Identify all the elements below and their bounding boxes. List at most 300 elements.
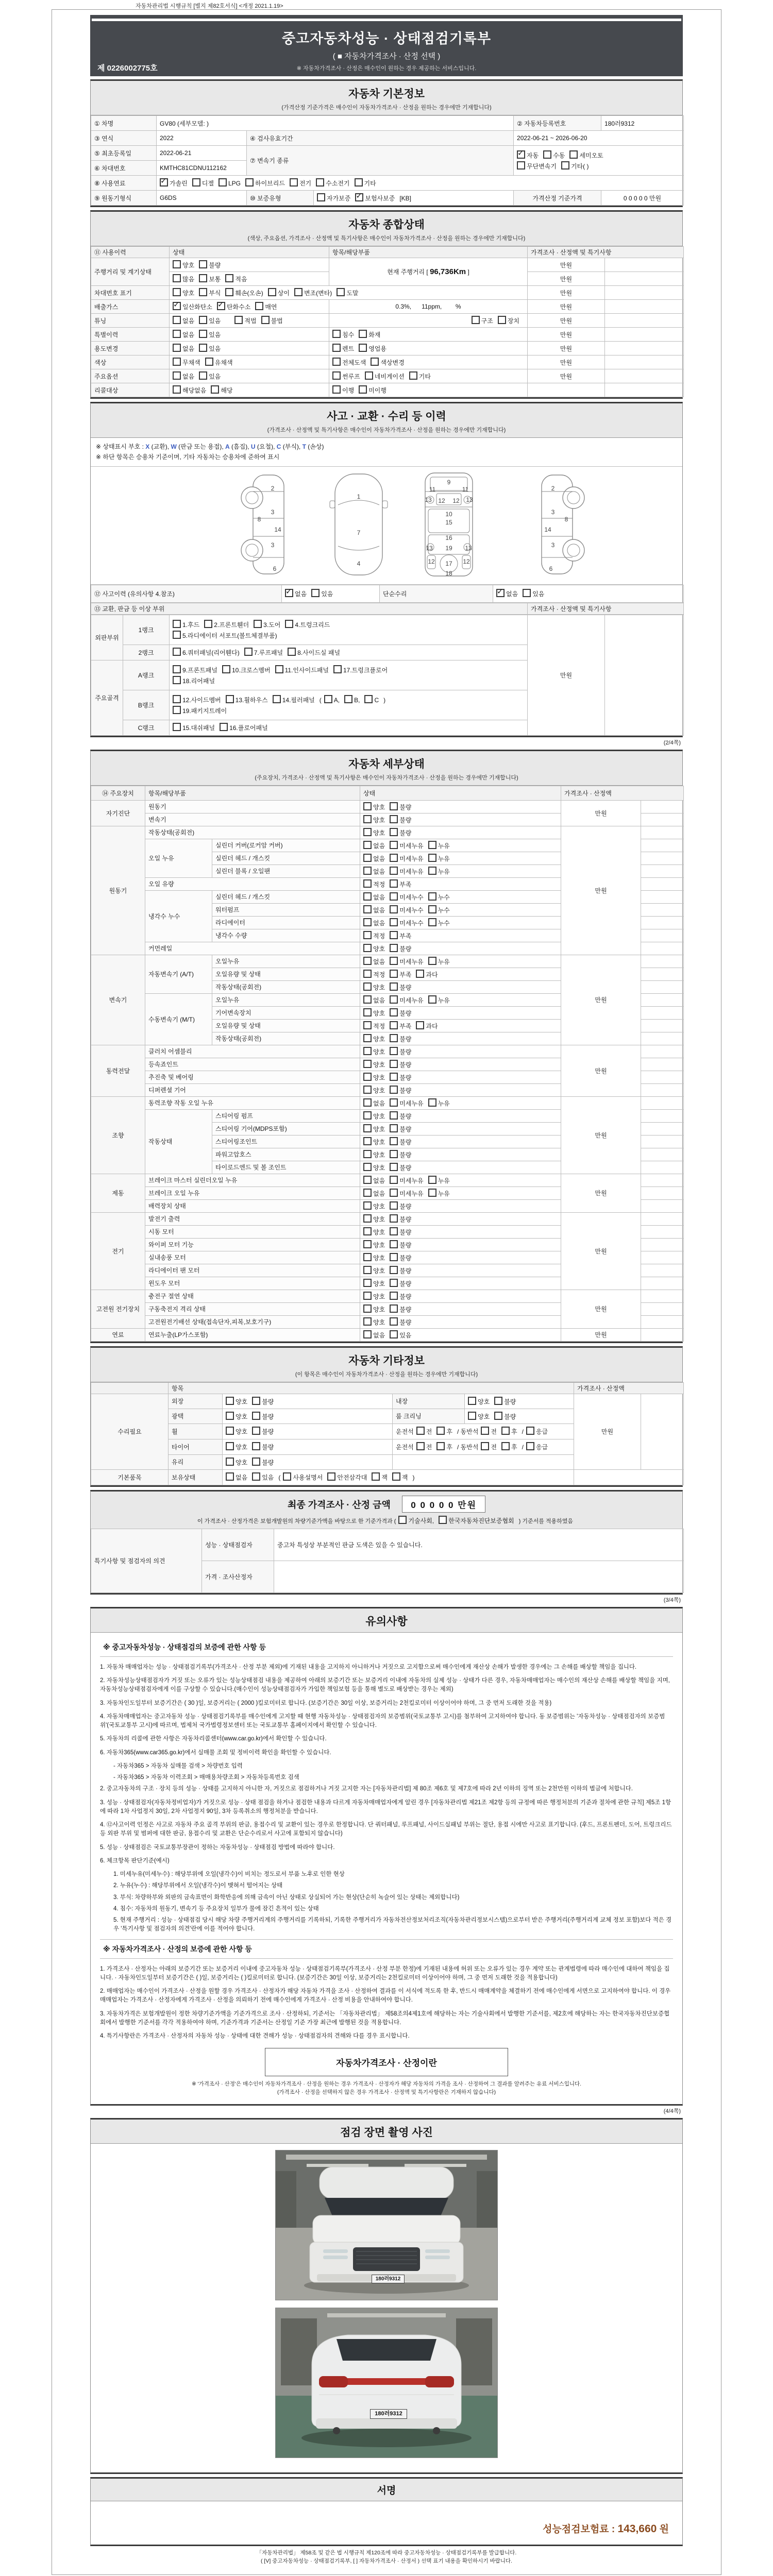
checkbox-icon[interactable] — [173, 631, 181, 639]
checkbox-icon[interactable] — [173, 665, 181, 673]
checkbox-icon[interactable] — [428, 892, 436, 901]
checkbox-option[interactable] — [494, 1412, 516, 1421]
checkbox-option[interactable] — [363, 1227, 385, 1236]
checkbox-icon[interactable] — [523, 589, 531, 597]
checkbox-icon[interactable] — [355, 178, 363, 187]
checkbox-icon[interactable] — [363, 815, 372, 823]
checkbox-option[interactable] — [428, 854, 450, 863]
checkbox-icon[interactable] — [217, 302, 225, 310]
checkbox-option[interactable] — [390, 867, 423, 876]
checkbox-option[interactable] — [173, 316, 194, 325]
checkbox-option[interactable] — [390, 1034, 411, 1043]
checkbox-icon[interactable] — [333, 665, 342, 673]
checkbox-icon[interactable] — [199, 344, 207, 352]
checkbox-option[interactable] — [363, 879, 385, 889]
checkbox-icon[interactable] — [363, 1150, 372, 1158]
checkbox-option[interactable] — [199, 330, 221, 339]
checkbox-icon[interactable] — [390, 1111, 398, 1120]
checkbox-icon[interactable] — [359, 385, 367, 394]
checkbox-icon[interactable] — [416, 1442, 425, 1450]
checkbox-option[interactable] — [372, 1472, 388, 1482]
checkbox-icon[interactable] — [390, 1279, 398, 1287]
checkbox-option[interactable] — [526, 1442, 548, 1451]
checkbox-icon[interactable] — [173, 288, 181, 296]
checkbox-option[interactable] — [355, 178, 376, 188]
checkbox-option[interactable] — [428, 995, 450, 1005]
checkbox-icon[interactable] — [359, 330, 367, 338]
checkbox-option[interactable] — [390, 1086, 411, 1095]
checkbox-icon[interactable] — [275, 665, 283, 673]
checkbox-icon[interactable] — [290, 178, 298, 187]
checkbox-option[interactable] — [252, 1397, 274, 1406]
checkbox-option[interactable] — [363, 982, 385, 992]
checkbox-option[interactable] — [517, 150, 539, 160]
checkbox-icon[interactable] — [324, 695, 332, 703]
checkbox-option[interactable] — [288, 648, 340, 657]
checkbox-option[interactable] — [311, 589, 333, 598]
checkbox-option[interactable] — [390, 1137, 411, 1146]
checkbox-option[interactable] — [390, 931, 411, 940]
checkbox-option[interactable] — [390, 1214, 411, 1224]
checkbox-option[interactable] — [363, 1150, 385, 1159]
checkbox-option[interactable] — [390, 815, 411, 824]
checkbox-option[interactable] — [226, 1442, 247, 1451]
checkbox-option[interactable] — [344, 695, 360, 704]
checkbox-icon[interactable] — [332, 371, 341, 380]
checkbox-icon[interactable] — [363, 1279, 372, 1287]
checkbox-icon[interactable] — [390, 1060, 398, 1068]
checkbox-icon[interactable] — [468, 1412, 476, 1420]
checkbox-option[interactable] — [439, 1516, 514, 1525]
checkbox-icon[interactable] — [219, 178, 227, 187]
checkbox-icon[interactable] — [390, 1189, 398, 1197]
checkbox-option[interactable] — [205, 358, 233, 367]
checkbox-option[interactable] — [363, 1137, 385, 1146]
checkbox-icon[interactable] — [222, 665, 230, 673]
checkbox-icon[interactable] — [363, 957, 372, 965]
checkbox-icon[interactable] — [252, 1458, 260, 1466]
checkbox-icon[interactable] — [225, 288, 233, 296]
checkbox-option[interactable] — [390, 905, 423, 914]
checkbox-option[interactable] — [364, 695, 379, 704]
checkbox-option[interactable] — [173, 260, 194, 269]
checkbox-icon[interactable] — [390, 982, 398, 991]
checkbox-icon[interactable] — [252, 1472, 260, 1481]
checkbox-option[interactable] — [333, 665, 388, 674]
checkbox-option[interactable] — [363, 1073, 385, 1082]
checkbox-icon[interactable] — [173, 723, 181, 731]
checkbox-option[interactable] — [390, 854, 423, 863]
checkbox-option[interactable] — [569, 150, 603, 160]
checkbox-option[interactable] — [363, 957, 385, 966]
checkbox-icon[interactable] — [363, 1292, 372, 1300]
checkbox-option[interactable] — [472, 316, 493, 325]
checkbox-option[interactable] — [363, 1021, 385, 1030]
checkbox-option[interactable] — [526, 1427, 548, 1436]
checkbox-option[interactable] — [390, 1266, 411, 1275]
checkbox-option[interactable] — [390, 1292, 411, 1301]
checkbox-icon[interactable] — [363, 995, 372, 1004]
checkbox-icon[interactable] — [371, 358, 379, 366]
checkbox-icon[interactable] — [363, 982, 372, 991]
checkbox-icon[interactable] — [390, 1150, 398, 1158]
checkbox-icon[interactable] — [363, 802, 372, 810]
checkbox-icon[interactable] — [192, 178, 200, 187]
checkbox-icon[interactable] — [363, 1214, 372, 1223]
checkbox-icon[interactable] — [273, 695, 281, 703]
checkbox-icon[interactable] — [428, 1098, 436, 1107]
checkbox-icon[interactable] — [428, 841, 436, 849]
checkbox-option[interactable] — [543, 150, 565, 160]
checkbox-icon[interactable] — [226, 695, 234, 703]
checkbox-icon[interactable] — [390, 1304, 398, 1313]
checkbox-icon[interactable] — [390, 1330, 398, 1338]
checkbox-option[interactable] — [255, 302, 277, 311]
checkbox-icon[interactable] — [220, 723, 228, 731]
checkbox-icon[interactable] — [363, 1111, 372, 1120]
checkbox-option[interactable] — [173, 274, 194, 283]
checkbox-icon[interactable] — [436, 1442, 445, 1450]
checkbox-icon[interactable] — [428, 905, 436, 913]
checkbox-option[interactable] — [390, 1008, 411, 1018]
checkbox-icon[interactable] — [390, 1098, 398, 1107]
checkbox-option[interactable] — [199, 316, 221, 325]
checkbox-option[interactable] — [192, 178, 214, 188]
checkbox-option[interactable] — [359, 385, 386, 395]
checkbox-icon[interactable] — [199, 316, 207, 324]
checkbox-option[interactable] — [226, 1427, 247, 1436]
checkbox-option[interactable] — [199, 371, 221, 381]
checkbox-icon[interactable] — [409, 371, 417, 380]
checkbox-icon[interactable] — [428, 918, 436, 926]
checkbox-icon[interactable] — [428, 1189, 436, 1197]
checkbox-option[interactable] — [363, 1176, 385, 1185]
checkbox-option[interactable] — [428, 892, 450, 902]
checkbox-option[interactable] — [252, 1412, 274, 1421]
checkbox-icon[interactable] — [173, 706, 181, 714]
checkbox-icon[interactable] — [428, 957, 436, 965]
checkbox-icon[interactable] — [225, 274, 233, 282]
checkbox-option[interactable] — [316, 178, 349, 188]
checkbox-option[interactable] — [324, 695, 340, 704]
checkbox-icon[interactable] — [363, 841, 372, 849]
checkbox-option[interactable] — [211, 385, 232, 395]
checkbox-option[interactable] — [390, 1189, 423, 1198]
checkbox-icon[interactable] — [244, 648, 253, 656]
checkbox-option[interactable] — [219, 178, 241, 187]
checkbox-icon[interactable] — [173, 274, 181, 282]
checkbox-icon[interactable] — [363, 879, 372, 888]
checkbox-option[interactable] — [327, 1472, 367, 1482]
checkbox-option[interactable] — [390, 1163, 411, 1172]
checkbox-option[interactable] — [363, 1111, 385, 1121]
checkbox-option[interactable] — [252, 1442, 274, 1451]
checkbox-icon[interactable] — [173, 316, 181, 324]
checkbox-option[interactable] — [363, 1214, 385, 1224]
checkbox-option[interactable] — [217, 302, 250, 311]
checkbox-icon[interactable] — [428, 854, 436, 862]
checkbox-icon[interactable] — [416, 1427, 425, 1435]
checkbox-icon[interactable] — [363, 1317, 372, 1326]
checkbox-option[interactable] — [428, 841, 450, 850]
checkbox-icon[interactable] — [569, 150, 578, 159]
checkbox-option[interactable] — [390, 1124, 411, 1133]
checkbox-option[interactable] — [365, 371, 405, 381]
checkbox-option[interactable] — [390, 1304, 411, 1314]
checkbox-option[interactable] — [363, 970, 385, 979]
checkbox-icon[interactable] — [252, 1397, 260, 1405]
checkbox-option[interactable] — [363, 905, 385, 914]
checkbox-option[interactable] — [332, 330, 354, 339]
checkbox-option[interactable] — [416, 1427, 432, 1436]
checkbox-icon[interactable] — [398, 1516, 407, 1524]
checkbox-icon[interactable] — [204, 620, 212, 628]
checkbox-option[interactable] — [481, 1427, 497, 1436]
checkbox-icon[interactable] — [481, 1442, 489, 1450]
checkbox-icon[interactable] — [337, 288, 345, 296]
checkbox-option[interactable] — [173, 648, 240, 657]
checkbox-icon[interactable] — [494, 1397, 502, 1405]
checkbox-option[interactable] — [363, 931, 385, 940]
checkbox-icon[interactable] — [255, 302, 263, 310]
checkbox-icon[interactable] — [363, 905, 372, 913]
checkbox-option[interactable] — [390, 828, 411, 837]
checkbox-option[interactable] — [332, 385, 354, 395]
checkbox-icon[interactable] — [363, 1163, 372, 1171]
checkbox-option[interactable] — [390, 970, 411, 979]
checkbox-option[interactable] — [409, 371, 431, 381]
checkbox-option[interactable] — [225, 274, 247, 283]
checkbox-option[interactable] — [428, 957, 450, 966]
checkbox-icon[interactable] — [390, 1008, 398, 1016]
checkbox-icon[interactable] — [481, 1427, 489, 1435]
checkbox-icon[interactable] — [363, 1034, 372, 1042]
checkbox-icon[interactable] — [245, 178, 254, 187]
checkbox-icon[interactable] — [526, 1427, 534, 1435]
checkbox-option[interactable] — [390, 1150, 411, 1159]
checkbox-icon[interactable] — [288, 648, 296, 656]
checkbox-icon[interactable] — [428, 867, 436, 875]
checkbox-icon[interactable] — [390, 1047, 398, 1055]
checkbox-option[interactable] — [363, 815, 385, 824]
checkbox-icon[interactable] — [390, 1253, 398, 1261]
checkbox-icon[interactable] — [327, 1472, 335, 1481]
checkbox-icon[interactable] — [365, 371, 373, 380]
checkbox-icon[interactable] — [285, 620, 293, 628]
checkbox-option[interactable] — [173, 358, 200, 367]
checkbox-icon[interactable] — [390, 1073, 398, 1081]
checkbox-option[interactable] — [416, 1021, 438, 1030]
checkbox-icon[interactable] — [363, 1060, 372, 1068]
checkbox-icon[interactable] — [160, 178, 168, 187]
checkbox-icon[interactable] — [390, 1124, 398, 1132]
checkbox-option[interactable] — [428, 1176, 450, 1185]
checkbox-icon[interactable] — [494, 1412, 502, 1420]
checkbox-icon[interactable] — [199, 371, 207, 380]
checkbox-option[interactable] — [363, 1086, 385, 1095]
checkbox-option[interactable] — [390, 1253, 411, 1262]
checkbox-icon[interactable] — [173, 695, 181, 703]
checkbox-option[interactable] — [390, 957, 423, 966]
checkbox-icon[interactable] — [416, 1021, 424, 1029]
checkbox-option[interactable] — [363, 1330, 385, 1340]
checkbox-icon[interactable] — [543, 150, 551, 159]
checkbox-icon[interactable] — [517, 150, 525, 159]
checkbox-option[interactable] — [428, 918, 450, 927]
checkbox-icon[interactable] — [390, 828, 398, 836]
checkbox-icon[interactable] — [363, 867, 372, 875]
checkbox-option[interactable] — [225, 288, 263, 297]
checkbox-option[interactable] — [390, 1176, 423, 1185]
checkbox-icon[interactable] — [363, 1201, 372, 1210]
checkbox-icon[interactable] — [173, 676, 181, 684]
checkbox-option[interactable] — [390, 879, 411, 889]
checkbox-icon[interactable] — [390, 970, 398, 978]
checkbox-icon[interactable] — [363, 1304, 372, 1313]
checkbox-icon[interactable] — [268, 288, 276, 296]
checkbox-option[interactable] — [273, 695, 315, 704]
checkbox-option[interactable] — [173, 302, 212, 311]
checkbox-icon[interactable] — [252, 1442, 260, 1450]
checkbox-icon[interactable] — [390, 1240, 398, 1248]
checkbox-option[interactable] — [416, 970, 438, 979]
checkbox-icon[interactable] — [363, 944, 372, 952]
checkbox-icon[interactable] — [199, 288, 207, 296]
checkbox-icon[interactable] — [332, 358, 341, 366]
checkbox-icon[interactable] — [316, 178, 324, 187]
checkbox-icon[interactable] — [363, 1189, 372, 1197]
checkbox-icon[interactable] — [363, 828, 372, 836]
checkbox-icon[interactable] — [390, 1021, 398, 1029]
checkbox-icon[interactable] — [211, 385, 219, 394]
checkbox-icon[interactable] — [363, 1266, 372, 1274]
checkbox-icon[interactable] — [317, 193, 325, 201]
checkbox-option[interactable] — [220, 723, 268, 732]
checkbox-icon[interactable] — [363, 1008, 372, 1016]
checkbox-icon[interactable] — [390, 1201, 398, 1210]
checkbox-icon[interactable] — [468, 1397, 476, 1405]
checkbox-option[interactable] — [428, 867, 450, 876]
checkbox-option[interactable] — [501, 1427, 517, 1436]
checkbox-icon[interactable] — [261, 316, 270, 324]
checkbox-option[interactable] — [332, 358, 366, 367]
checkbox-icon[interactable] — [436, 1427, 445, 1435]
checkbox-option[interactable] — [363, 1034, 385, 1043]
checkbox-option[interactable] — [363, 1047, 385, 1056]
checkbox-icon[interactable] — [363, 1047, 372, 1055]
checkbox-option[interactable] — [363, 1008, 385, 1018]
checkbox-icon[interactable] — [390, 802, 398, 810]
checkbox-option[interactable] — [160, 178, 188, 188]
checkbox-option[interactable] — [363, 918, 385, 927]
checkbox-option[interactable] — [363, 1240, 385, 1249]
checkbox-icon[interactable] — [199, 330, 207, 338]
checkbox-icon[interactable] — [363, 918, 372, 926]
checkbox-option[interactable] — [199, 260, 221, 269]
checkbox-option[interactable] — [390, 1073, 411, 1082]
checkbox-option[interactable] — [173, 344, 194, 353]
checkbox-icon[interactable] — [363, 1073, 372, 1081]
checkbox-option[interactable] — [359, 344, 386, 353]
checkbox-option[interactable] — [496, 589, 518, 598]
checkbox-option[interactable] — [363, 854, 385, 863]
checkbox-option[interactable] — [416, 1442, 432, 1451]
checkbox-icon[interactable] — [390, 1176, 398, 1184]
checkbox-option[interactable] — [363, 1098, 385, 1108]
checkbox-icon[interactable] — [363, 1098, 372, 1107]
checkbox-icon[interactable] — [428, 995, 436, 1004]
checkbox-icon[interactable] — [363, 1176, 372, 1184]
checkbox-option[interactable] — [290, 178, 311, 188]
checkbox-icon[interactable] — [311, 589, 320, 597]
checkbox-icon[interactable] — [226, 1412, 234, 1420]
checkbox-icon[interactable] — [496, 589, 505, 597]
checkbox-option[interactable] — [363, 1124, 385, 1133]
checkbox-option[interactable] — [390, 1279, 411, 1288]
checkbox-option[interactable] — [498, 316, 519, 325]
checkbox-option[interactable] — [363, 828, 385, 837]
checkbox-option[interactable] — [363, 1163, 385, 1172]
checkbox-icon[interactable] — [344, 695, 352, 703]
checkbox-option[interactable] — [468, 1412, 490, 1421]
checkbox-option[interactable] — [363, 841, 385, 850]
checkbox-icon[interactable] — [517, 161, 525, 170]
checkbox-icon[interactable] — [390, 841, 398, 849]
checkbox-icon[interactable] — [226, 1458, 234, 1466]
checkbox-option[interactable] — [173, 723, 215, 732]
checkbox-option[interactable] — [173, 706, 227, 715]
checkbox-option[interactable] — [523, 589, 544, 598]
checkbox-option[interactable] — [390, 1098, 423, 1108]
checkbox-option[interactable] — [252, 1427, 274, 1436]
checkbox-icon[interactable] — [390, 1227, 398, 1235]
checkbox-option[interactable] — [222, 665, 271, 674]
checkbox-option[interactable] — [173, 385, 206, 395]
checkbox-icon[interactable] — [363, 1137, 372, 1145]
checkbox-icon[interactable] — [226, 1397, 234, 1405]
checkbox-icon[interactable] — [439, 1516, 447, 1524]
checkbox-option[interactable] — [173, 620, 199, 629]
checkbox-icon[interactable] — [363, 1253, 372, 1261]
checkbox-option[interactable] — [390, 918, 423, 927]
checkbox-icon[interactable] — [416, 970, 424, 978]
checkbox-option[interactable] — [261, 316, 283, 325]
checkbox-option[interactable] — [481, 1442, 497, 1451]
checkbox-option[interactable] — [173, 631, 277, 640]
checkbox-option[interactable] — [363, 944, 385, 953]
checkbox-option[interactable] — [226, 1458, 247, 1467]
checkbox-option[interactable] — [226, 1412, 247, 1421]
checkbox-icon[interactable] — [294, 288, 303, 296]
checkbox-option[interactable] — [199, 288, 221, 297]
checkbox-icon[interactable] — [390, 1086, 398, 1094]
checkbox-option[interactable] — [392, 1472, 408, 1482]
checkbox-option[interactable] — [468, 1397, 490, 1406]
checkbox-icon[interactable] — [428, 1176, 436, 1184]
checkbox-option[interactable] — [275, 665, 329, 674]
checkbox-option[interactable] — [363, 995, 385, 1005]
checkbox-icon[interactable] — [254, 620, 262, 628]
checkbox-option[interactable] — [436, 1442, 452, 1451]
checkbox-option[interactable] — [390, 802, 411, 811]
checkbox-option[interactable] — [268, 288, 290, 297]
checkbox-option[interactable] — [355, 193, 395, 202]
checkbox-option[interactable] — [363, 1317, 385, 1327]
checkbox-option[interactable] — [390, 995, 423, 1005]
checkbox-icon[interactable] — [363, 1330, 372, 1338]
checkbox-icon[interactable] — [561, 161, 569, 170]
checkbox-icon[interactable] — [390, 879, 398, 888]
